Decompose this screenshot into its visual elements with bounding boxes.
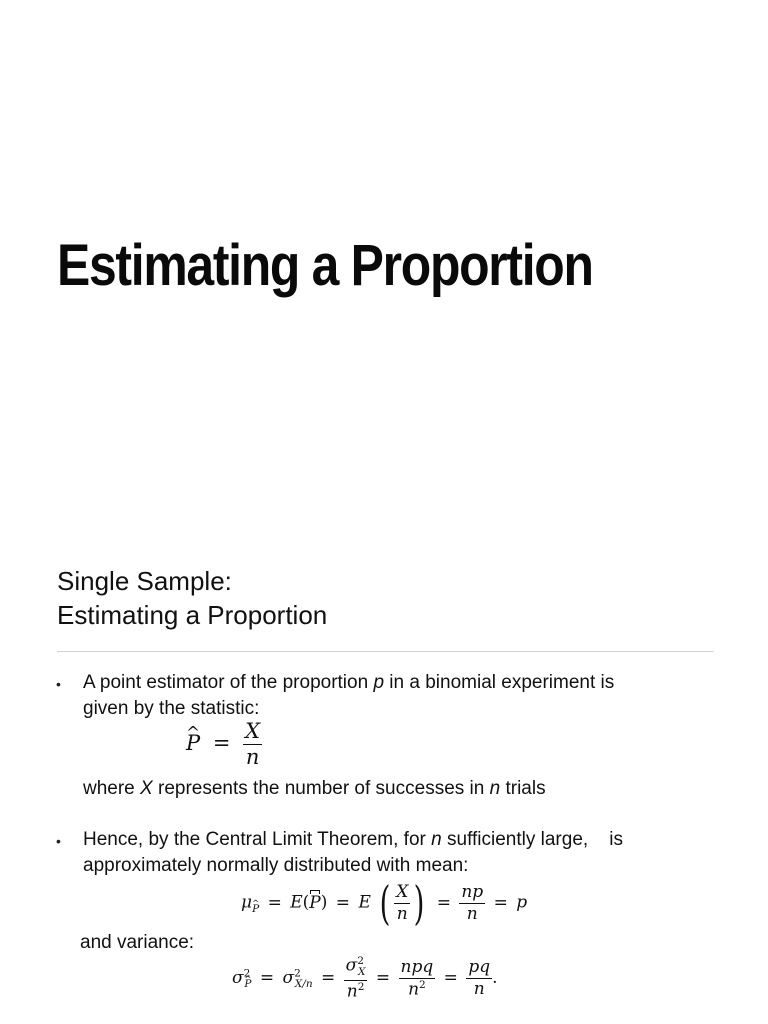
variance-label: and variance: [80, 932, 195, 953]
bullet-marker: • [56, 833, 61, 849]
section-heading-line2: Estimating a Proportion [57, 600, 328, 630]
slide-title: Estimating a Proportion [57, 233, 593, 298]
section-heading [57, 564, 327, 632]
bullet1-line2: given by the statistic: [83, 698, 260, 719]
section-divider [57, 651, 714, 652]
section-heading-line1: Single Sample: [57, 566, 232, 596]
bullet1-where-line: where X represents the number of successes in n trials [83, 778, 546, 799]
bullet-marker: • [56, 676, 61, 692]
bullet1-line1: A point estimator of the proportion p in a binomial experiment is [83, 672, 615, 693]
bullet2-line1: Hence, by the Central Limit Theorem, for n sufficiently large, is [83, 829, 623, 850]
mean-formula: μ^ $_P$ = E(P) = E ( $\frac{X}{n}$ ) = $\frac{np}{n}$ = p [241, 880, 527, 926]
estimator-formula: ^ P = $\frac{X}{n}$ [186, 720, 262, 769]
variance-formula: $\sigma^2\^{}$ $_P = \sigma^2_{X/n}$ = $\frac{\sigma^2_X}{n^2}$ = $\frac{\text{npq}}{n^2}$ = $\frac{pq}{n}$ . [232, 956, 498, 1001]
bullet2-line2: approximately normally distributed with mean: [83, 855, 469, 876]
